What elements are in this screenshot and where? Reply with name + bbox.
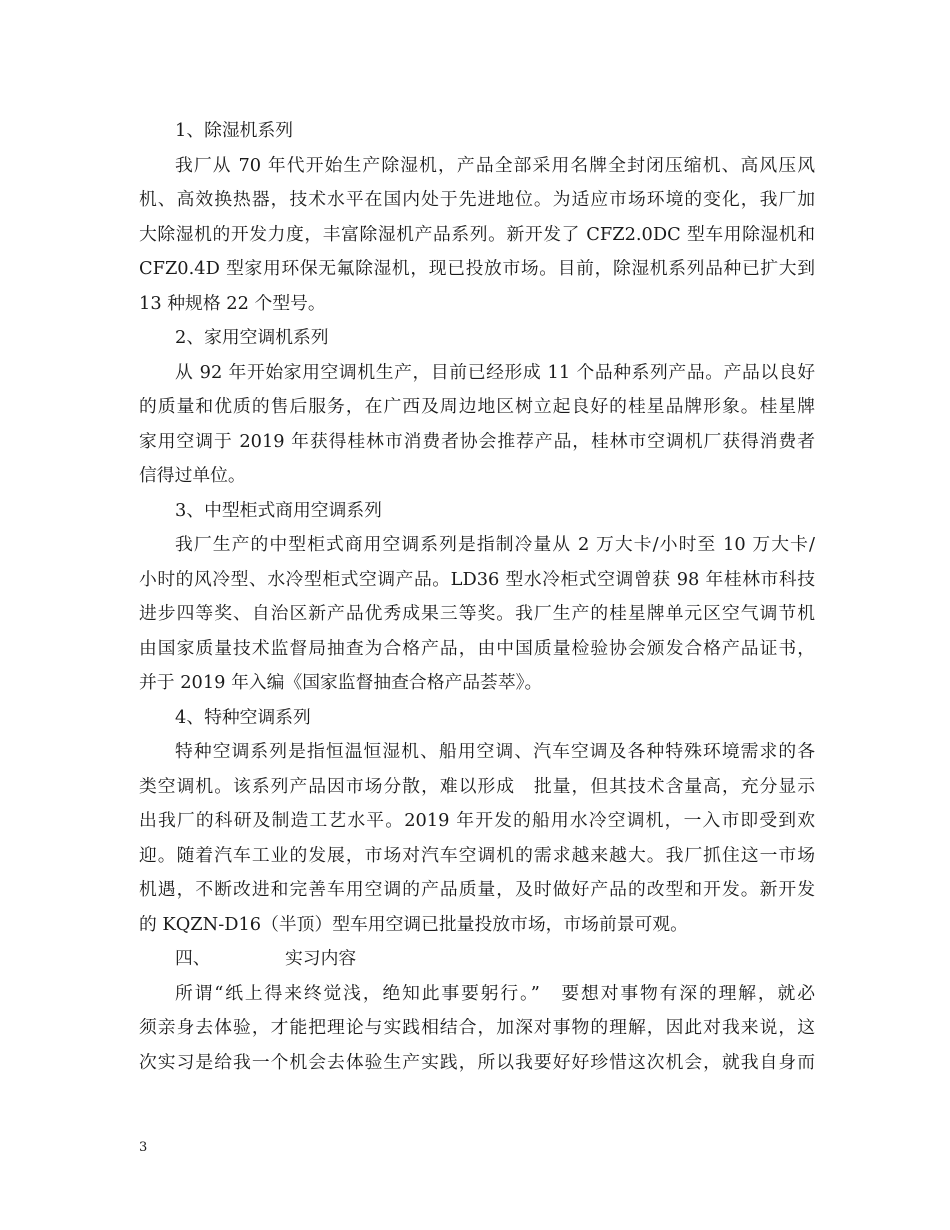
paragraph-line: 机遇，不断改进和完善车用空调的产品质量，及时做好产品的改型和开发。新开发 bbox=[139, 879, 815, 900]
paragraph-line: 由国家质量技术监督局抽查为合格产品，由中国质量检验协会颁发合格产品证书， bbox=[139, 637, 815, 659]
paragraph-line: 迎。随着汽车工业的发展，市场对汽车空调机的需求越来越大。我厂抓住这一市场 bbox=[139, 844, 815, 866]
paragraph-line: 所谓“纸上得来终觉浅，绝知此事要躬行。” 要想对事物有深的理解，就必 bbox=[175, 982, 815, 1004]
paragraph-line: 信得过单位。 bbox=[139, 465, 246, 486]
section-heading: 3、中型柜式商用空调系列 bbox=[175, 499, 382, 521]
paragraph-line: CFZ0.4D 型家用环保无氟除湿机，现已投放市场。目前，除湿机系列品种已扩大到 bbox=[139, 258, 815, 279]
paragraph-line: 的 KQZN-D16（半顶）型车用空调已批量投放市场，市场前景可观。 bbox=[139, 913, 688, 935]
paragraph-line: 大除湿机的开发力度，丰富除湿机产品系列。新开发了 CFZ2.0DC 型车用除湿机和 bbox=[139, 223, 815, 245]
paragraph-line: 从 92 年开始家用空调机生产，目前已经形成 11 个品种系列产品。产品以良好 bbox=[175, 361, 815, 383]
part-heading-number: 四、 bbox=[175, 948, 211, 969]
paragraph-line: 进步四等奖、自治区新产品优秀成果三等奖。我厂生产的桂星牌单元区空气调节机 bbox=[139, 603, 815, 624]
document-body bbox=[139, 114, 815, 1080]
part-heading bbox=[139, 942, 815, 977]
paragraph-line: 小时的风冷型、水冷型柜式空调产品。LD36 型水冷柜式空调曾获 98 年桂林市科技 bbox=[139, 568, 815, 590]
section-heading: 1、除湿机系列 bbox=[175, 120, 294, 141]
paragraph-line: 类空调机。该系列产品因市场分散，难以形成 批量，但其技术含量高，充分显示 bbox=[139, 775, 815, 797]
section-heading: 2、家用空调机系列 bbox=[175, 327, 329, 348]
paragraph-line: 须亲身去体验，才能把理论与实践相结合，加深对事物的理解，因此对我来说，这 bbox=[139, 1017, 815, 1038]
paragraph-line: 特种空调系列是指恒温恒湿机、船用空调、汽车空调及各种特殊环境需求的各 bbox=[175, 741, 815, 762]
paragraph-line: 家用空调于 2019 年获得桂林市消费者协会推荐产品，桂林市空调机厂获得消费者 bbox=[139, 430, 815, 452]
section-heading: 4、特种空调系列 bbox=[175, 706, 311, 728]
paragraph-line: 并于 2019 年入编《国家监督抽查合格产品荟萃》。 bbox=[139, 672, 543, 693]
paragraph-line: 13 种规格 22 个型号。 bbox=[139, 292, 326, 314]
paragraph-line: 出我厂的科研及制造工艺水平。2019 年开发的船用水冷空调机，一入市即受到欢 bbox=[139, 810, 815, 831]
paragraph-line: 次实习是给我一个机会去体验生产实践，所以我要好好珍惜这次机会，就我自身而 bbox=[139, 1051, 815, 1073]
paragraph-line: 我厂从 70 年代开始生产除湿机，产品全部采用名牌全封闭压缩机、高风压风 bbox=[175, 154, 815, 176]
paragraph-line: 我厂生产的中型柜式商用空调系列是指制冷量从 2 万大卡/小时至 10 万大卡/ bbox=[175, 534, 815, 555]
page-number: 3 bbox=[139, 1140, 148, 1155]
paragraph-line: 的质量和优质的售后服务，在广西及周边地区树立起良好的桂星品牌形象。桂星牌 bbox=[139, 396, 815, 417]
part-heading-title: 实习内容 bbox=[285, 948, 357, 969]
paragraph-line: 机、高效换热器，技术水平在国内处于先进地位。为适应市场环境的变化，我厂加 bbox=[139, 189, 815, 210]
